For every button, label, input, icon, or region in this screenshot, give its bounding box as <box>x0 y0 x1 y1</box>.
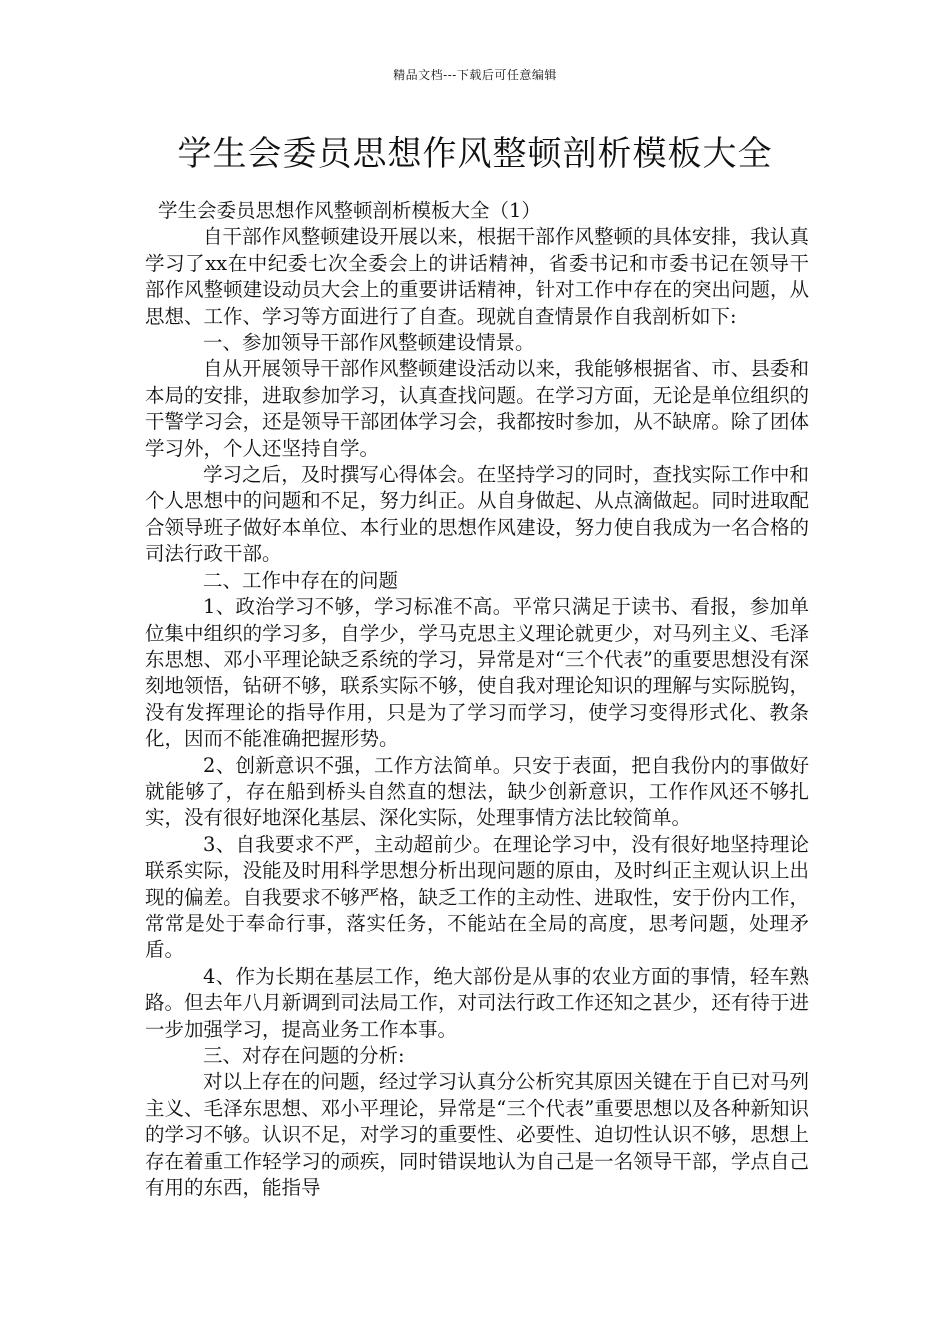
section-subtitle: 学生会委员思想作风整顿剖析模板大全（1） <box>158 199 541 222</box>
paragraph-problem-1: 1、政治学习不够，学习标准不高。平常只满足于读书、看报，参加单位集中组织的学习多，自学少，学马克思主义理论就更少，对马列主义、毛泽东思想、邓小平理论缺乏系统的学习，异常是对“三个代表”的重要思想没有深刻地领悟，钻研不够，联系实际不够，使自我对理论知识的理解与实际脱钩，没有发挥理论的指导作用，只是为了学习而学习，使学习变得形式化、教条化，因而不能准确把握形势。 <box>145 595 809 751</box>
document-body <box>145 198 809 1201</box>
paragraph-intro: 自干部作风整顿建设开展以来，根据干部作风整顿的具体安排，我认真学习了xx在中纪委七次全委会上的讲话精神，省委书记和市委书记在领导干部作风整顿建设动员大会上的重要讲话精神，针对工作中存在的突出问题，从思想、工作、学习等方面进行了自查。现就自查情景作自我剖析如下: <box>145 225 809 328</box>
heading-section-2: 二、工作中存在的问题 <box>203 568 399 592</box>
heading-section-3: 三、对存在问题的分析: <box>203 1044 405 1067</box>
heading-section-1: 一、参加领导干部作风整顿建设情景。 <box>203 331 535 355</box>
paragraph-analysis: 对以上存在的问题，经过学习认真分公析究其原因关键在于自已对马列主义、毛泽东思想、邓小平理论，异常是“三个代表”重要思想以及各种新知识的学习不够。认识不足，对学习的重要性、必要性、迫切性认识不够，思想上存在着重工作轻学习的顽疾，同时错误地认为自己是一名领导干部，学点自己有用的东西，能指导 <box>145 1070 809 1200</box>
document-title: 学生会委员思想作风整顿剖析模板大全 <box>177 134 773 174</box>
paragraph-section-1b: 学习之后，及时撰写心得体会。在坚持学习的同时，查找实际工作中和个人思想中的问题和不足，努力纠正。从自身做起、从点滴做起。同时进取配合领导班子做好本单位、本行业的思想作风建设，努力使自我成为一名合格的司法行政干部。 <box>145 463 809 566</box>
paragraph-problem-2: 2、创新意识不强，工作方法简单。只安于表面，把自我份内的事做好就能够了，存在船到桥头自然直的想法，缺少创新意识，工作作风还不够扎实，没有很好地深化基层、深化实际，处理事情方法比较简单。 <box>145 753 809 830</box>
paragraph-problem-4: 4、作为长期在基层工作，绝大部份是从事的农业方面的事情，轻车熟路。但去年八月新调到司法局工作，对司法行政工作还知之甚少，还有待于进一步加强学习，提高业务工作本事。 <box>145 964 809 1041</box>
paragraph-problem-3: 3、自我要求不严，主动超前少。在理论学习中，没有很好地坚持理论联系实际，没能及时用科学思想分析出现问题的原由，及时纠正主观认识上出现的偏差。自我要求不够严格，缺乏工作的主动性、进取性，安于份内工作，常常是处于奉命行事，落实任务，不能站在全局的高度，思考问题，处理矛盾。 <box>145 832 809 962</box>
paragraph-section-1a: 自从开展领导干部作风整顿建设活动以来，我能够根据省、市、县委和本局的安排，进取参加学习，认真查找问题。在学习方面，无论是单位组织的干警学习会，还是领导干部团体学习会，我都按时参加，从不缺席。除了团体学习外，个人还坚持自学。 <box>145 357 809 460</box>
header-note: 精品文档---下载后可任意编辑 <box>393 68 557 82</box>
